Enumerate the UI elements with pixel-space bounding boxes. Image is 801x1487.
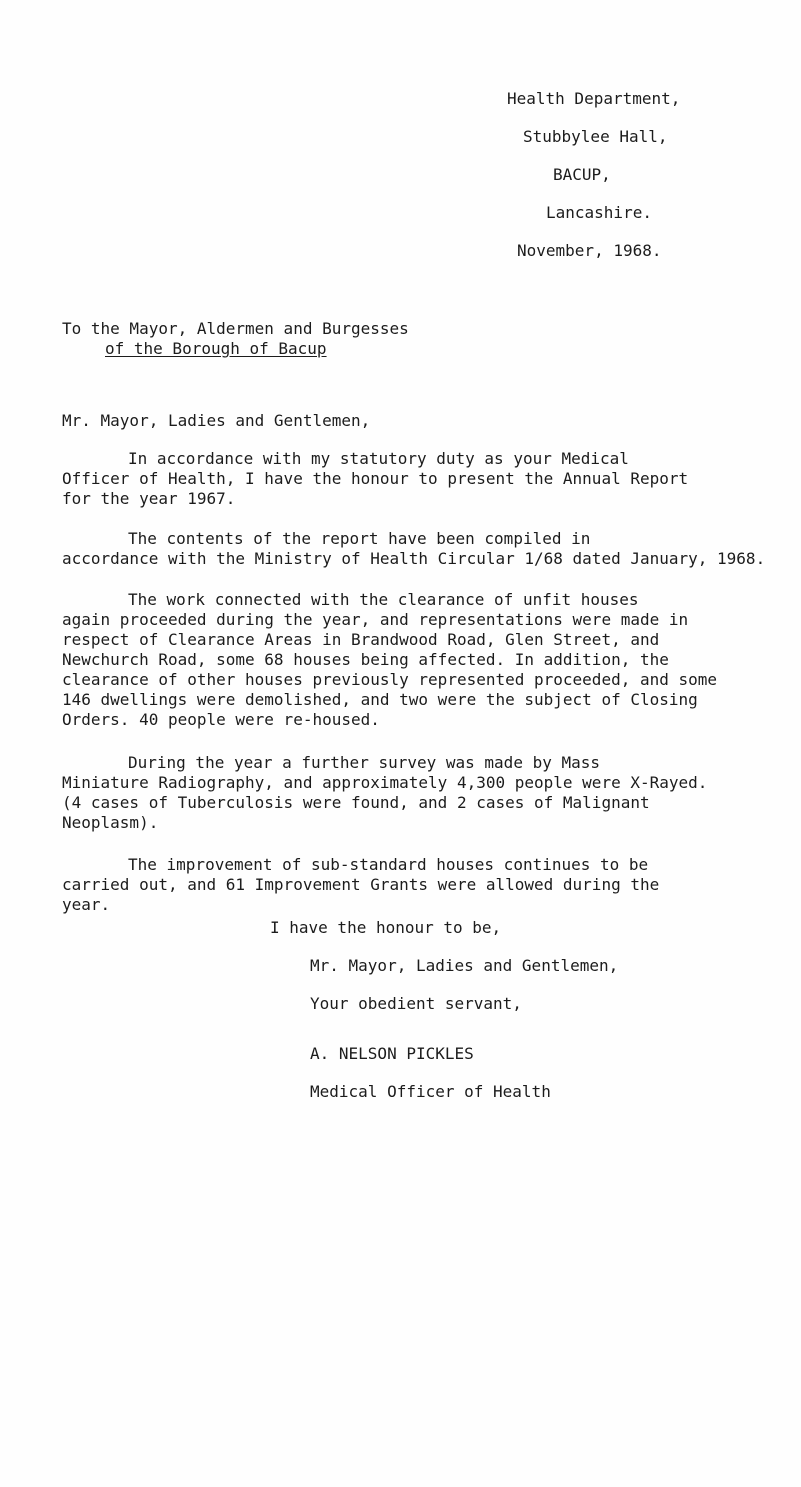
paragraph-4: During the year a further survey was made by Mass Miniature Radiography, and approximately 4,300 people were X-Rayed. (4 cases of Tuberculosis were found, and 2 cases of Malignant Neoplasm). <box>62 753 708 832</box>
closing-line-2: Mr. Mayor, Ladies and Gentlemen, <box>310 956 619 975</box>
closing-line-1: I have the honour to be, <box>270 918 502 937</box>
letter-date: November, 1968. <box>517 241 662 260</box>
addressee-line-1: To the Mayor, Aldermen and Burgesses <box>62 319 409 338</box>
paragraph-5: The improvement of sub-standard houses continues to be carried out, and 61 Improvement Grants were allowed during the year. <box>62 855 660 914</box>
addressee <box>62 319 409 359</box>
closing-line-3: Your obedient servant, <box>310 994 522 1013</box>
sender-address <box>507 88 787 262</box>
signature-name: A. NELSON PICKLES <box>310 1044 474 1063</box>
address-department: Health Department, <box>507 89 681 108</box>
closing-block <box>270 918 690 1102</box>
paragraph-1: In accordance with my statutory duty as your Medical Officer of Health, I have the honour to present the Annual Report for the year 1967. <box>62 449 689 508</box>
address-town: BACUP, <box>553 165 611 184</box>
address-county: Lancashire. <box>546 203 652 222</box>
signature-title: Medical Officer of Health <box>310 1082 551 1101</box>
address-hall: Stubbylee Hall, <box>523 127 668 146</box>
paragraph-2: The contents of the report have been compiled in accordance with the Ministry of Health Circular 1/68 dated January, 1968. <box>62 529 766 568</box>
salutation: Mr. Mayor, Ladies and Gentlemen, <box>62 411 371 430</box>
addressee-line-2: of the Borough of Bacup <box>105 339 327 358</box>
paragraph-3: The work connected with the clearance of unfit houses again proceeded during the year, and representations were made in respect of Clearance Areas in Brandwood Road, Glen Street, and Newchurch Road, some 68 houses being affected. In addition, the clearance of other houses previously represented proceeded, and some 146 dwellings were demolished, and two were the subject of Closing Orders. 40 people were re-housed. <box>62 590 718 729</box>
